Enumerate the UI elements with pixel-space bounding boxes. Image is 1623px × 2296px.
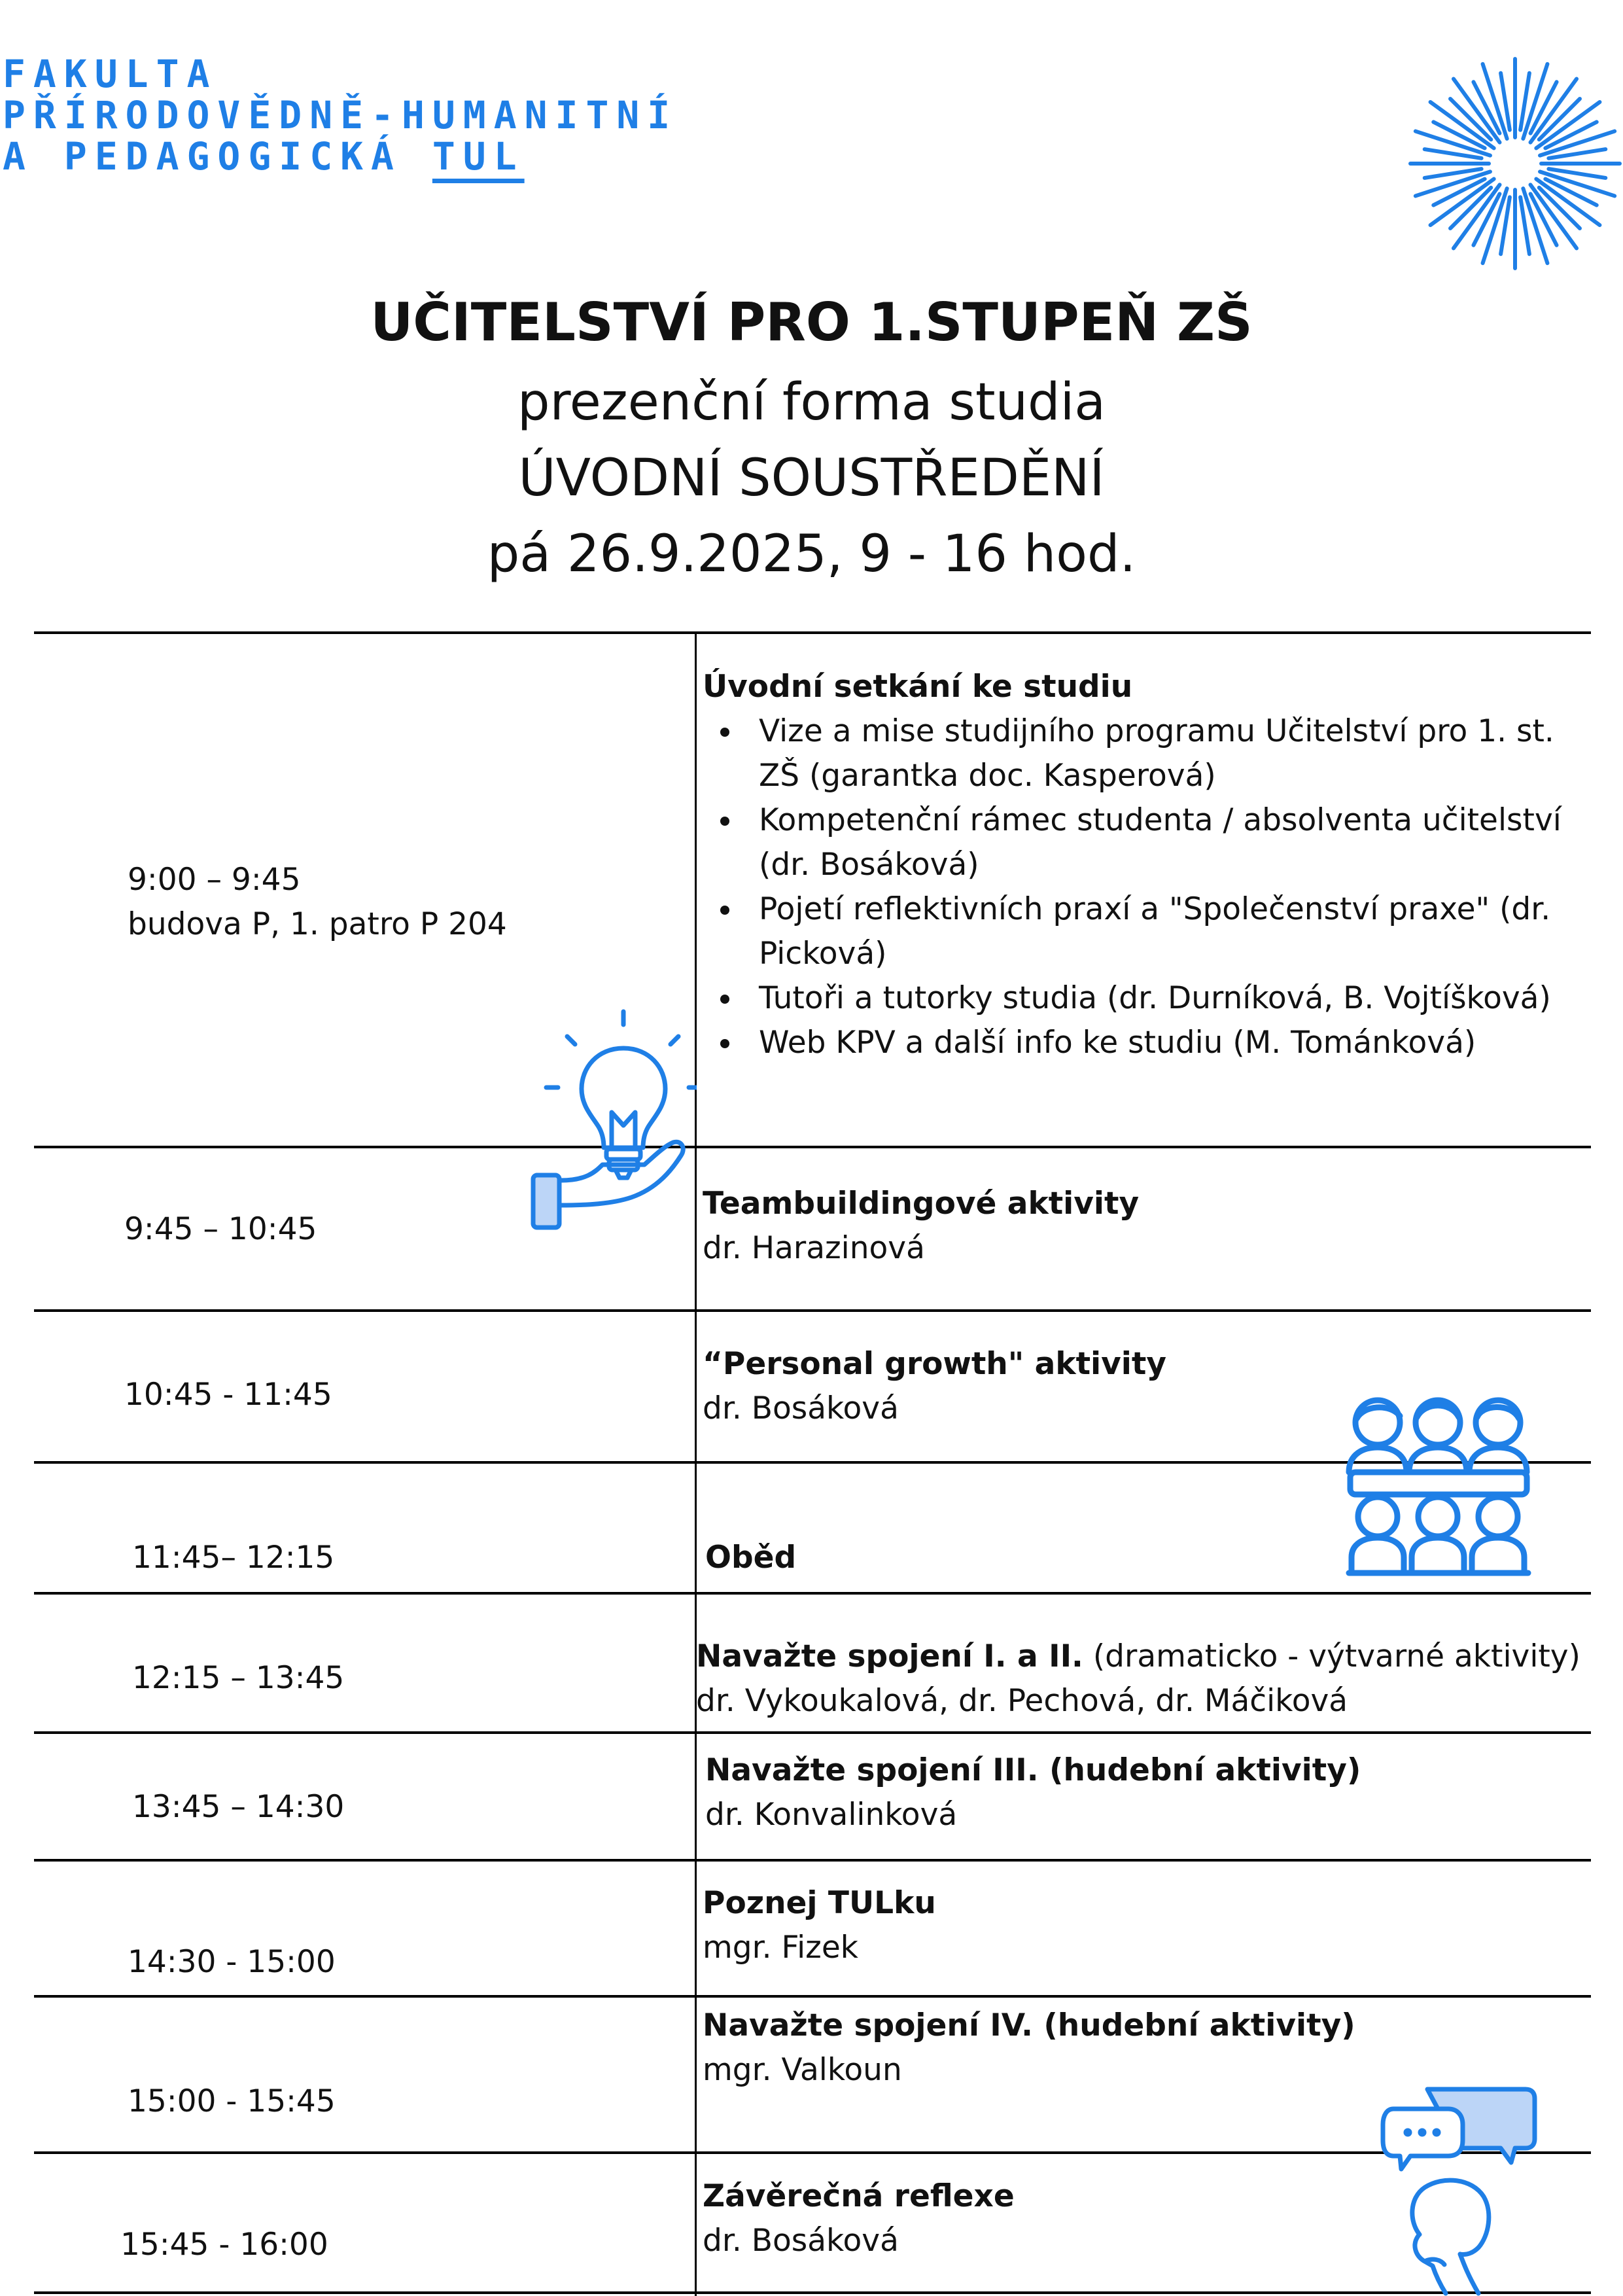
logo-line-1: FAKULTA bbox=[3, 52, 218, 96]
list-item: • Pojetí reflektivních praxí a "Společenství praxe" (dr. Picková) bbox=[743, 887, 1586, 976]
activity-title-line bbox=[696, 1634, 1599, 1679]
time-range: 10:45 - 11:45 bbox=[124, 1377, 332, 1413]
activity-title: Navažte spojení IV. (hudební aktivity) bbox=[703, 2007, 1355, 2043]
activity-cell bbox=[696, 1634, 1599, 1723]
activity-person: dr. Bosáková bbox=[703, 1390, 899, 1426]
row-divider bbox=[34, 1731, 1591, 1734]
row-divider bbox=[34, 1309, 1591, 1312]
time-range: 9:45 – 10:45 bbox=[124, 1211, 317, 1247]
activity-title: Teambuildingové aktivity bbox=[703, 1186, 1140, 1222]
row-divider bbox=[34, 1859, 1591, 1862]
activity-title-note: (dramaticko - výtvarné aktivity) bbox=[1083, 1638, 1580, 1674]
time-range: 11:45– 12:15 bbox=[132, 1540, 335, 1576]
activity-title: Oběd bbox=[705, 1540, 797, 1576]
time-range: 15:45 - 16:00 bbox=[120, 2227, 328, 2263]
list-item: • Web KPV a další info ke studiu (M. Tománková) bbox=[743, 1021, 1586, 1065]
activity-title: Poznej TULku bbox=[703, 1885, 936, 1921]
time-range: 13:45 – 14:30 bbox=[132, 1789, 345, 1825]
activity-title: Úvodní setkání ke studiu bbox=[703, 669, 1133, 705]
activity-cell bbox=[703, 1881, 1586, 1970]
faculty-logo-text bbox=[3, 54, 722, 177]
study-form: prezenční forma studia bbox=[517, 373, 1106, 432]
activity-person: dr. Harazinová bbox=[703, 1230, 925, 1266]
event-date: pá 26.9.2025, 9 - 16 hod. bbox=[487, 525, 1136, 584]
time-range: 9:00 – 9:45 bbox=[128, 862, 301, 898]
logo-tul: TUL bbox=[432, 134, 525, 179]
lightbulb-hand-icon bbox=[527, 1008, 697, 1243]
activity-person: dr. Konvalinková bbox=[705, 1797, 958, 1833]
row-time-cell bbox=[128, 858, 507, 947]
activity-title: Navažte spojení III. (hudební aktivity) bbox=[705, 1752, 1361, 1788]
row-divider bbox=[34, 2291, 1591, 2294]
activity-title: Závěrečná reflexe bbox=[703, 2178, 1015, 2214]
row-divider bbox=[34, 2151, 1591, 2154]
sunburst-logo-icon bbox=[1406, 55, 1623, 272]
time-range: 12:15 – 13:45 bbox=[132, 1660, 345, 1696]
list-item: • Vize a mise studijního programu Učitelství pro 1. st. ZŠ (garantka doc. Kasperová) bbox=[743, 709, 1586, 798]
activity-title: “Personal growth" aktivity bbox=[703, 1346, 1167, 1382]
activity-cell bbox=[703, 1182, 1586, 1271]
topic-list bbox=[703, 709, 1586, 1065]
row-divider bbox=[34, 631, 1591, 634]
activity-cell bbox=[703, 665, 1586, 1065]
row-divider bbox=[34, 1146, 1591, 1148]
logo-line-2: PŘÍRODOVĚDNĚ-HUMANITNÍ bbox=[3, 93, 678, 137]
activity-person: mgr. Valkoun bbox=[703, 2052, 902, 2088]
activity-title: Navažte spojení I. a II. bbox=[696, 1638, 1083, 1674]
activity-cell bbox=[703, 2004, 1586, 2093]
activity-person: dr. Bosáková bbox=[703, 2223, 899, 2259]
column-divider bbox=[695, 631, 697, 2296]
page-title: UČITELSTVÍ PRO 1.STUPEŇ ZŠ bbox=[370, 292, 1253, 353]
list-item: • Tutoři a tutorky studia (dr. Durníková, B. Vojtíšková) bbox=[743, 976, 1586, 1021]
activity-person: mgr. Fizek bbox=[703, 1930, 858, 1966]
list-item: • Kompetenční rámec studenta / absolventa učitelství (dr. Bosáková) bbox=[743, 798, 1586, 887]
time-range: 14:30 - 15:00 bbox=[128, 1944, 336, 1980]
activity-cell bbox=[705, 1748, 1588, 1837]
row-divider bbox=[34, 1592, 1591, 1595]
time-range: 15:00 - 15:45 bbox=[128, 2083, 336, 2119]
place: budova P, 1. patro P 204 bbox=[128, 906, 507, 942]
logo-line-3-prefix: A PEDAGOGICKÁ bbox=[3, 134, 432, 179]
chat-person-icon bbox=[1380, 2084, 1537, 2296]
row-divider bbox=[34, 1995, 1591, 1998]
group-people-icon bbox=[1344, 1394, 1533, 1577]
event-name: ÚVODNÍ SOUSTŘEDĚNÍ bbox=[518, 449, 1105, 508]
activity-person: dr. Vykoukalová, dr. Pechová, dr. Máčiková bbox=[696, 1683, 1348, 1719]
